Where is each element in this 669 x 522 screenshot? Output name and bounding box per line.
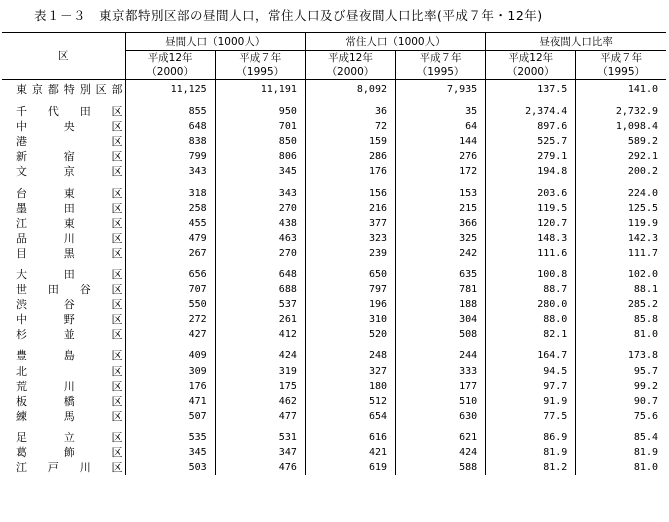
ward-name: 文京区 [2, 164, 125, 179]
ratio-1995-cell: 142.3 [627, 232, 658, 244]
resident-2000-cell: 327 [305, 364, 395, 379]
ward-row [2, 460, 666, 475]
ward-row [2, 348, 666, 363]
year-value-header: （1995） [576, 65, 666, 80]
resident-1995-cell: 188 [396, 297, 486, 312]
ratio-1995-cell: 99.2 [633, 380, 658, 392]
ratio-2000-cell: 148.3 [486, 231, 576, 246]
resident-2000-cell: 159 [305, 134, 395, 149]
daytime-1995-cell: 424 [215, 348, 305, 363]
year-value-header: （2000） [305, 65, 395, 80]
resident-2000-cell: 180 [305, 379, 395, 394]
resident-1995-cell: 366 [396, 216, 486, 231]
resident-1995-cell: 781 [396, 282, 486, 297]
ward-name: 墨田区 [2, 201, 125, 216]
daytime-1995-cell: 462 [215, 394, 305, 409]
resident-1995-cell: 621 [396, 430, 486, 445]
resident-1995-cell: 510 [396, 394, 486, 409]
year-label-header: 平成12年 [486, 51, 576, 66]
daytime-2000-cell: 272 [125, 312, 215, 327]
ratio-1995-cell: 141.0 [627, 83, 658, 95]
ratio-2000-cell: 94.5 [486, 364, 576, 379]
ward-name: 港区 [2, 134, 125, 149]
resident-1995-cell: 630 [396, 409, 486, 424]
ward-name: 目黒区 [2, 246, 125, 261]
resident-2000-cell: 650 [305, 267, 395, 282]
daytime-1995-cell: 319 [215, 364, 305, 379]
resident-2000-cell: 176 [305, 164, 395, 179]
daytime-2000-cell: 550 [125, 297, 215, 312]
resident-2000-cell: 72 [305, 119, 395, 134]
ward-name: 渋谷区 [2, 297, 125, 312]
ward-row [2, 430, 666, 445]
daytime-2000-cell: 427 [125, 327, 215, 342]
daytime-1995-cell: 345 [215, 164, 305, 179]
resident-2000-cell: 248 [305, 348, 395, 363]
ward-row [2, 216, 666, 231]
year-label-header: 平成12年 [125, 51, 215, 66]
day-night-ratio-header: 昼夜間人口比率 [486, 33, 666, 51]
resident-2000-cell: 520 [305, 327, 395, 342]
ward-row [2, 409, 666, 424]
ward-row [2, 185, 666, 200]
table-title: 表１－３ 東京都特別区部の昼間人口，常住人口及び昼夜間人口比率(平成７年・12年) [34, 8, 543, 23]
resident-2000-cell: 421 [305, 445, 395, 460]
ratio-1995-cell: 85.4 [633, 431, 658, 443]
ratio-1995-cell: 173.8 [627, 350, 658, 362]
daytime-2000-cell: 648 [125, 119, 215, 134]
daytime-1995-cell: 806 [215, 149, 305, 164]
ratio-2000-cell: 97.7 [486, 379, 576, 394]
ward-name: 大田区 [2, 267, 125, 282]
ratio-2000-cell: 111.6 [486, 246, 576, 261]
ratio-1995-cell: 292.1 [627, 151, 658, 163]
daytime-2000-cell: 309 [125, 364, 215, 379]
resident-2000-cell: 616 [305, 430, 395, 445]
daytime-2000-cell: 471 [125, 394, 215, 409]
resident-1995-cell: 242 [396, 246, 486, 261]
table-body [2, 80, 666, 476]
daytime-population-header: 昼間人口（1000人） [125, 33, 305, 51]
resident-1995-cell: 276 [396, 149, 486, 164]
ward-name: 杉並区 [2, 327, 125, 342]
daytime-1995-cell: 270 [215, 246, 305, 261]
ward-row [2, 267, 666, 282]
year-value-header: （2000） [125, 65, 215, 80]
daytime-2000-cell: 507 [125, 409, 215, 424]
resident-1995-cell: 153 [396, 185, 486, 200]
daytime-2000-cell: 855 [125, 104, 215, 119]
ratio-1995-cell: 81.0 [633, 462, 658, 474]
daytime-1995-cell: 11,191 [215, 80, 305, 99]
ward-name: 新宿区 [2, 149, 125, 164]
ratio-1995-cell: 119.9 [627, 217, 658, 229]
ratio-1995-cell: 1,098.4 [615, 121, 658, 133]
resident-2000-cell: 654 [305, 409, 395, 424]
population-table [2, 32, 666, 475]
ratio-1995-cell: 95.7 [633, 365, 658, 377]
ratio-1995-cell: 224.0 [627, 187, 658, 199]
ward-name: 中野区 [2, 312, 125, 327]
ratio-2000-cell: 897.6 [486, 119, 576, 134]
year-value-header: （1995） [215, 65, 305, 80]
daytime-1995-cell: 477 [215, 409, 305, 424]
ward-row [2, 379, 666, 394]
ward-name: 世田谷区 [2, 282, 125, 297]
ward-row [2, 164, 666, 179]
resident-population-header: 常住人口（1000人） [305, 33, 485, 51]
ratio-2000-cell: 77.5 [486, 409, 576, 424]
daytime-1995-cell: 850 [215, 134, 305, 149]
ratio-2000-cell: 120.7 [486, 216, 576, 231]
ratio-1995-cell: 2,732.9 [615, 106, 658, 118]
resident-1995-cell: 215 [396, 201, 486, 216]
ratio-1995-cell: 285.2 [627, 299, 658, 311]
daytime-1995-cell: 438 [215, 216, 305, 231]
ward-name: 中央区 [2, 119, 125, 134]
resident-2000-cell: 797 [305, 282, 395, 297]
daytime-1995-cell: 950 [215, 104, 305, 119]
year-label-header: 平成12年 [305, 51, 395, 66]
daytime-1995-cell: 261 [215, 312, 305, 327]
resident-1995-cell: 177 [396, 379, 486, 394]
ward-row [2, 119, 666, 134]
daytime-2000-cell: 838 [125, 134, 215, 149]
ratio-1995-cell: 200.2 [627, 166, 658, 178]
ward-row [2, 104, 666, 119]
ward-name: 板橋区 [2, 394, 125, 409]
ratio-1995-cell: 111.7 [627, 247, 658, 259]
ratio-2000-cell: 525.7 [486, 134, 576, 149]
ward-name: 足立区 [2, 430, 125, 445]
daytime-2000-cell: 409 [125, 348, 215, 363]
daytime-1995-cell: 347 [215, 445, 305, 460]
ward-row [2, 327, 666, 342]
ratio-1995-cell: 125.5 [627, 202, 658, 214]
daytime-2000-cell: 343 [125, 164, 215, 179]
ratio-2000-cell: 88.0 [486, 312, 576, 327]
resident-2000-cell: 8,092 [305, 80, 395, 99]
ward-name: 品川区 [2, 231, 125, 246]
daytime-1995-cell: 688 [215, 282, 305, 297]
ward-name: 豊島区 [2, 348, 125, 363]
resident-2000-cell: 310 [305, 312, 395, 327]
daytime-2000-cell: 318 [125, 185, 215, 200]
ratio-2000-cell: 279.1 [486, 149, 576, 164]
resident-2000-cell: 156 [305, 185, 395, 200]
ratio-2000-cell: 91.9 [486, 394, 576, 409]
daytime-2000-cell: 479 [125, 231, 215, 246]
resident-1995-cell: 64 [396, 119, 486, 134]
resident-2000-cell: 36 [305, 104, 395, 119]
daytime-2000-cell: 707 [125, 282, 215, 297]
year-value-header: （1995） [396, 65, 486, 80]
region-header: 区 [2, 33, 125, 80]
resident-1995-cell: 333 [396, 364, 486, 379]
year-label-header: 平成７年 [396, 51, 486, 66]
resident-2000-cell: 286 [305, 149, 395, 164]
resident-2000-cell: 196 [305, 297, 395, 312]
resident-1995-cell: 7,935 [396, 80, 486, 99]
ward-row [2, 201, 666, 216]
ward-row [2, 134, 666, 149]
ratio-1995-cell: 102.0 [627, 268, 658, 280]
daytime-1995-cell: 270 [215, 201, 305, 216]
ward-row [2, 231, 666, 246]
ward-name: 練馬区 [2, 409, 125, 424]
ward-name: 台東区 [2, 185, 125, 200]
ward-name: 江東区 [2, 216, 125, 231]
daytime-2000-cell: 267 [125, 246, 215, 261]
ratio-1995-cell: 81.9 [633, 447, 658, 459]
ratio-2000-cell: 81.9 [486, 445, 576, 460]
resident-2000-cell: 216 [305, 201, 395, 216]
daytime-2000-cell: 535 [125, 430, 215, 445]
daytime-1995-cell: 343 [215, 185, 305, 200]
ward-name: 北区 [2, 364, 125, 379]
daytime-1995-cell: 175 [215, 379, 305, 394]
daytime-2000-cell: 176 [125, 379, 215, 394]
ward-name: 江戸川区 [2, 460, 125, 475]
resident-1995-cell: 304 [396, 312, 486, 327]
daytime-1995-cell: 476 [215, 460, 305, 475]
resident-1995-cell: 172 [396, 164, 486, 179]
ward-row [2, 282, 666, 297]
ratio-2000-cell: 194.8 [486, 164, 576, 179]
ward-row [2, 394, 666, 409]
ratio-1995-cell: 90.7 [633, 395, 658, 407]
total-row [2, 80, 666, 99]
resident-2000-cell: 239 [305, 246, 395, 261]
year-label-header: 平成７年 [215, 51, 305, 66]
resident-2000-cell: 619 [305, 460, 395, 475]
ward-name: 千代田区 [2, 104, 125, 119]
daytime-2000-cell: 455 [125, 216, 215, 231]
table-header [2, 33, 666, 80]
daytime-2000-cell: 656 [125, 267, 215, 282]
resident-2000-cell: 512 [305, 394, 395, 409]
ratio-2000-cell: 137.5 [486, 80, 576, 99]
resident-2000-cell: 323 [305, 231, 395, 246]
daytime-2000-cell: 345 [125, 445, 215, 460]
resident-1995-cell: 588 [396, 460, 486, 475]
ratio-2000-cell: 280.0 [486, 297, 576, 312]
ratio-1995-cell: 81.0 [633, 329, 658, 341]
ward-name: 東京都特別区部 [2, 80, 125, 99]
ratio-1995-cell: 88.1 [633, 284, 658, 296]
ratio-1995-cell: 75.6 [633, 410, 658, 422]
ward-name: 葛飾区 [2, 445, 125, 460]
year-value-header: （2000） [486, 65, 576, 80]
ward-row [2, 445, 666, 460]
ratio-2000-cell: 2,374.4 [486, 104, 576, 119]
daytime-1995-cell: 463 [215, 231, 305, 246]
daytime-1995-cell: 412 [215, 327, 305, 342]
resident-1995-cell: 635 [396, 267, 486, 282]
ward-row [2, 364, 666, 379]
daytime-1995-cell: 531 [215, 430, 305, 445]
ratio-2000-cell: 100.8 [486, 267, 576, 282]
daytime-2000-cell: 799 [125, 149, 215, 164]
ward-name: 荒川区 [2, 379, 125, 394]
resident-1995-cell: 424 [396, 445, 486, 460]
ratio-2000-cell: 81.2 [486, 460, 576, 475]
resident-1995-cell: 144 [396, 134, 486, 149]
resident-1995-cell: 244 [396, 348, 486, 363]
ratio-2000-cell: 86.9 [486, 430, 576, 445]
ratio-2000-cell: 164.7 [486, 348, 576, 363]
resident-2000-cell: 377 [305, 216, 395, 231]
resident-1995-cell: 325 [396, 231, 486, 246]
daytime-2000-cell: 503 [125, 460, 215, 475]
daytime-1995-cell: 648 [215, 267, 305, 282]
year-label-header: 平成７年 [600, 52, 643, 64]
resident-1995-cell: 508 [396, 327, 486, 342]
ratio-1995-cell: 589.2 [627, 136, 658, 148]
ratio-2000-cell: 88.7 [486, 282, 576, 297]
ward-row [2, 297, 666, 312]
ratio-2000-cell: 119.5 [486, 201, 576, 216]
daytime-2000-cell: 11,125 [125, 80, 215, 99]
daytime-1995-cell: 701 [215, 119, 305, 134]
ratio-2000-cell: 82.1 [486, 327, 576, 342]
ward-row [2, 246, 666, 261]
daytime-1995-cell: 537 [215, 297, 305, 312]
resident-1995-cell: 35 [396, 104, 486, 119]
daytime-2000-cell: 258 [125, 201, 215, 216]
ward-row [2, 149, 666, 164]
ratio-1995-cell: 85.8 [633, 314, 658, 326]
ratio-2000-cell: 203.6 [486, 185, 576, 200]
ward-row [2, 312, 666, 327]
